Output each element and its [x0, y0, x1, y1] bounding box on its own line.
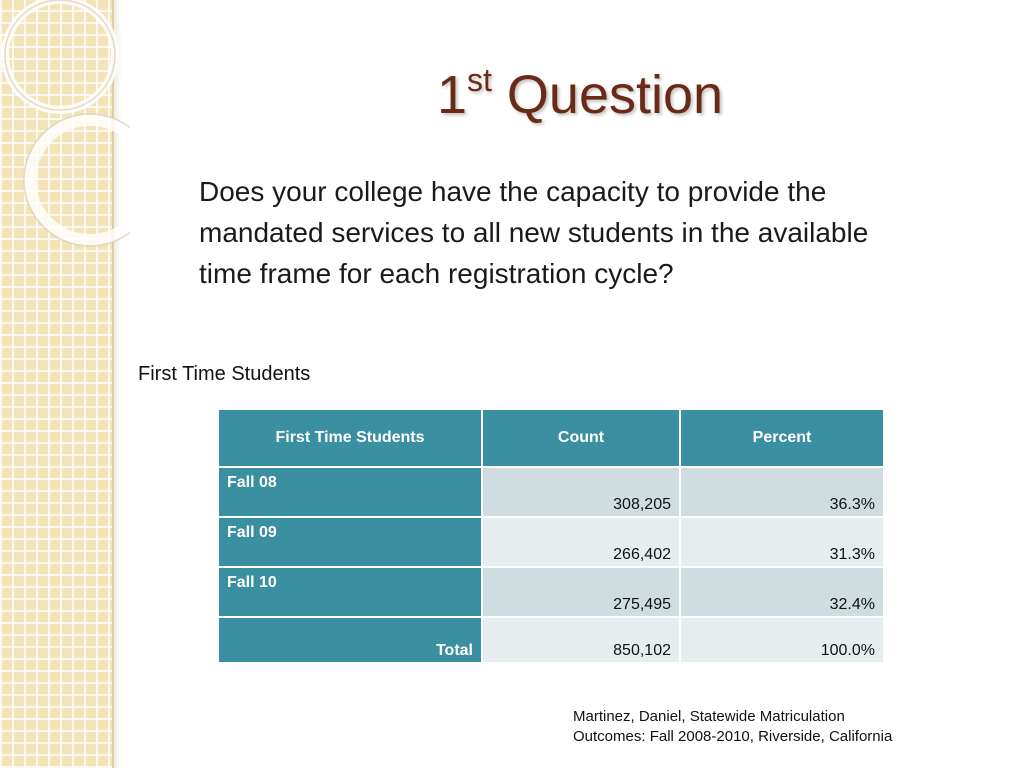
total-percent: 100.0%: [680, 617, 884, 663]
row-count: 266,402: [482, 517, 680, 567]
table-header-row: [218, 409, 884, 467]
title-suffix: st: [467, 62, 492, 98]
title-number: 1: [436, 65, 467, 125]
header-first-time-students: First Time Students: [218, 409, 482, 467]
row-count: 275,495: [482, 567, 680, 617]
students-table: [217, 408, 885, 664]
table-row: [218, 567, 884, 617]
row-percent: 31.3%: [680, 517, 884, 567]
table-caption: First Time Students: [138, 363, 311, 385]
row-label: Fall 09: [218, 517, 482, 567]
header-count: Count: [482, 409, 680, 467]
table-row: [218, 467, 884, 517]
total-label: Total: [218, 617, 482, 663]
lower-ring-edge: [24, 114, 130, 246]
header-percent: Percent: [680, 409, 884, 467]
table-total-row: [218, 617, 884, 663]
title-text: Question: [506, 65, 724, 125]
lower-ring: [30, 120, 130, 240]
row-percent: 36.3%: [680, 467, 884, 517]
question-text: Does your college have the capacity to provide the mandated services to all new students in the available time frame for each registration cycle?: [199, 176, 869, 289]
row-label: Fall 08: [218, 467, 482, 517]
row-count: 308,205: [482, 467, 680, 517]
source-line-1: Martinez, Daniel, Statewide Matriculation: [573, 708, 845, 725]
total-count: 850,102: [482, 617, 680, 663]
source-line-2: Outcomes: Fall 2008-2010, Riverside, California: [573, 728, 893, 745]
row-label: Fall 10: [218, 567, 482, 617]
decorative-rings: [0, 0, 130, 260]
slide-title: [0, 62, 1024, 126]
table-row: [218, 517, 884, 567]
source-citation: [573, 707, 892, 747]
row-percent: 32.4%: [680, 567, 884, 617]
